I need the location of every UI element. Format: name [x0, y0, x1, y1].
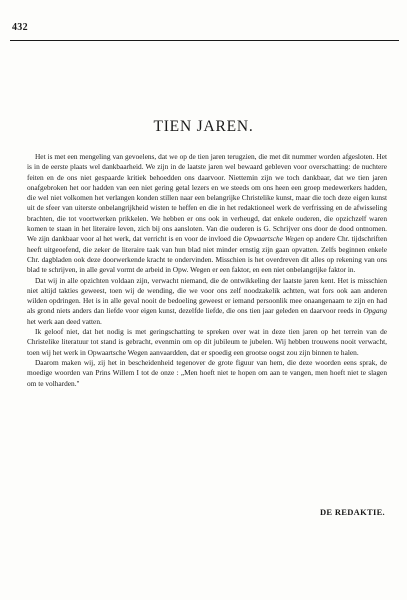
- paragraph: [27, 276, 387, 327]
- paragraph-italic-text: Opwaartsche Wegen: [243, 234, 305, 244]
- paragraph-text: het werk aan deed vatten.: [27, 316, 102, 326]
- page-number: 432: [12, 22, 28, 33]
- paragraph-text: op andere Chr. tijdschriften heeft uitgeoefend, die zeker de literaire taak van hun blad niet minder ernstig zijn gaan opvatten. Zelfs beginnen enkele Chr. dagbladen ook deze doorwerkende kracht te ondervinden. Misschien is het overdreven dit alles op rekening van ons blad te schrijven, in alle geval vormt de arbeid in Opw. Wegen er een faktor, en een niet onbelangrijke faktor in.: [27, 234, 388, 275]
- signature: DE REDAKTIE.: [319, 507, 385, 517]
- header-rule: [10, 40, 399, 41]
- paragraph-text: Het is met een mengeling van gevoelens, dat we op de tien jaren terugzien, die met dit nummer worden afgesloten. Het is in de eerste plaats wel dankbaarheid. We zijn in de laatste jaren wel bewaard gebleven voor overschatting: de nuchtere feiten en de ons niet gespaarde kritiek behoedden ons daarvoor. Niettemin zijn we toch dankbaar, dat we tien jaren onafgebroken het oor hadden van een niet gering getal lezers en we steeds om ons heen een groep medewerkers hadden, die wel niet volkomen het verlangen konden stillen naar een belangrijke Christelike kunst, maar die toch deze eigen kunst uit de sfeer van uiterste onbelangrijkheid wisten te heffen en die in het redaktioneel werk de verfrissing en de afwisseling brachten, die tot voortwerken prikkelen. We hebben er ons ook in verheugd, dat enkele ouderen, die opzichzelf waren komen te staan in het literaire leven, zich bij ons aansloten. Van die ouderen is G. Schrijver ons door de dood ontnomen. We zijn dankbaar voor al het werk, dat verricht is en voor de invloed die: [27, 152, 387, 244]
- paragraph: [27, 358, 387, 389]
- paragraph-text: Dat wij in alle opzichten voldaan zijn, verwacht niemand, die de ontwikkeling der laatste jaren kent. Het is misschien niet altijd takties geweest, toen wij de wending, die we voor ons zelf noodzakelik achtten, wat fors ook aan anderen wilden opdringen. Het is in alle geval nooit de bedoeling geweest er iemand persoonlik mee onaangenaam te zijn en had als grond niets anders dan liefde voor eigen kunst, dezelfde liefde, die ons tien jaar geleden en daarvoor reeds in: [27, 275, 387, 316]
- article-body: [27, 152, 387, 389]
- paragraph: [27, 327, 387, 358]
- paragraph-italic-text: Opgang: [363, 306, 387, 316]
- paragraph-text: Ik geloof niet, dat het nodig is met geringschatting te spreken over wat in deze tien jaren op het terrein van de Christelike literatuur tot stand is gebracht, evenmin om op dit jubileum te jubelen. Wij hebben trouwens nooit verwacht, toen wij het werk in Opwaartsche Wegen aanvaardden, dat er spoedig een grootse oogst zou zijn binnen te halen.: [27, 327, 387, 357]
- paragraph: [27, 152, 387, 276]
- article-title: TIEN JAREN.: [153, 118, 254, 135]
- paragraph-text: Daarom maken wij, zij het in bescheidenheid tegenover de grote figuur van hem, die deze woorden eens sprak, de moedige woorden van Prins Willem I tot de onze : „Men hoeft niet te hopen om aan te vangen, men hoeft niet te slagen om te volharden.": [27, 357, 387, 388]
